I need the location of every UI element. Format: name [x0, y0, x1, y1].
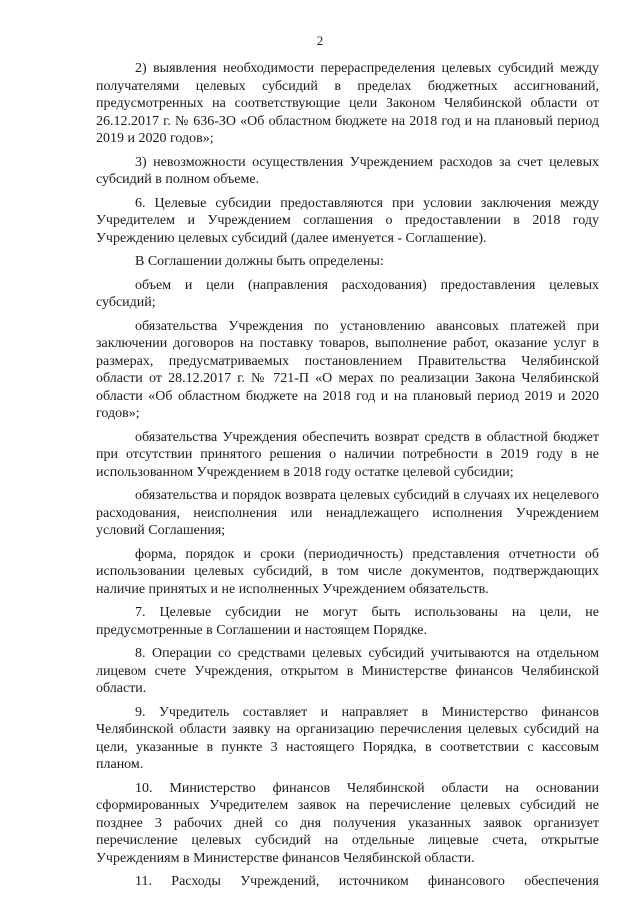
paragraph-6: 6. Целевые субсидии предоставляются при условии заключения между Учредителем и Учреждением соглашения о предоставлении в 2018 году Учреждению целевых субсидий (далее именуется - Соглашение). [96, 195, 599, 246]
paragraph-10: 10. Министерство финансов Челябинской области на основании сформированных Учредителем заявок на перечисление целевых субсидий не позднее 3 рабочих дней со дня получения указанных заявок организует перечисление целевых субсидий на отдельные лицевые счета, открытые Учреждениям в Министерстве финансов Челябинской области. [96, 780, 599, 866]
paragraph-agreement-reporting: форма, порядок и сроки (периодичность) представления отчетности об использовании целевых субсидий, в том числе документов, подтверждающих наличие принятых и не исполненных Учреждением обязательств. [96, 546, 599, 597]
paragraph-11: 11. Расходы Учреждений, источником финансового обеспечения [135, 874, 599, 889]
page-number: 2 [316, 33, 324, 48]
paragraph-agreement-volume: объем и цели (направления расходования) предоставления целевых субсидий; [96, 277, 599, 310]
paragraph-agreement-return: обязательства Учреждения обеспечить возврат средств в областной бюджет при отсутствии принятого решения о наличии потребности в 2019 году в не использованном Учреждением в 2018 году остатке целевой субсидии; [96, 429, 599, 480]
paragraph-agreement-advance: обязательства Учреждения по установлению авансовых платежей при заключении договоров на поставку товаров, выполнение работ, оказание услуг в размерах, предусматриваемых постановлением Правительства Челябинской области от 28.12.2017 г. № 721-П «О мерах по реализации Закона Челябинской области «Об областном бюджете на 2018 год и на плановый период 2019 и 2020 годов»; [96, 318, 599, 421]
paragraph-agreement-misuse: обязательства и порядок возврата целевых субсидий в случаях их нецелевого расходования, неисполнения или ненадлежащего исполнения Учреждением условий Соглашения; [96, 488, 599, 538]
paragraph-2-item-3: 3) невозможности осуществления Учреждением расходов за счет целевых субсидий в полном объеме. [96, 154, 599, 187]
paragraph-9: 9. Учредитель составляет и направляет в Министерство финансов Челябинской области заявку на организацию перечисления целевых субсидий на цели, указанные в пункте 3 настоящего Порядка, в соответствии с кассовым планом. [96, 704, 599, 772]
paragraph-2-item-2: 2) выявления необходимости перераспределения целевых субсидий между получателями целевых субсидий в пределах бюджетных ассигнований, предусмотренных на соответствующие цели Законом Челябинской области от 26.12.2017 г. № 636-ЗО «Об областном бюджете на 2018 год и на плановый период 2019 и 2020 годов»; [96, 61, 599, 146]
document-body [96, 60, 599, 897]
paragraph-7: 7. Целевые субсидии не могут быть использованы на цели, не предусмотренные в Соглашении и настоящем Порядке. [96, 605, 599, 638]
paragraph-8: 8. Операции со средствами целевых субсидий учитываются на отдельном лицевом счете Учреждения, открытом в Министерстве финансов Челябинской области. [96, 646, 599, 696]
paragraph-agreement-intro: В Соглашении должны быть определены: [135, 254, 384, 269]
